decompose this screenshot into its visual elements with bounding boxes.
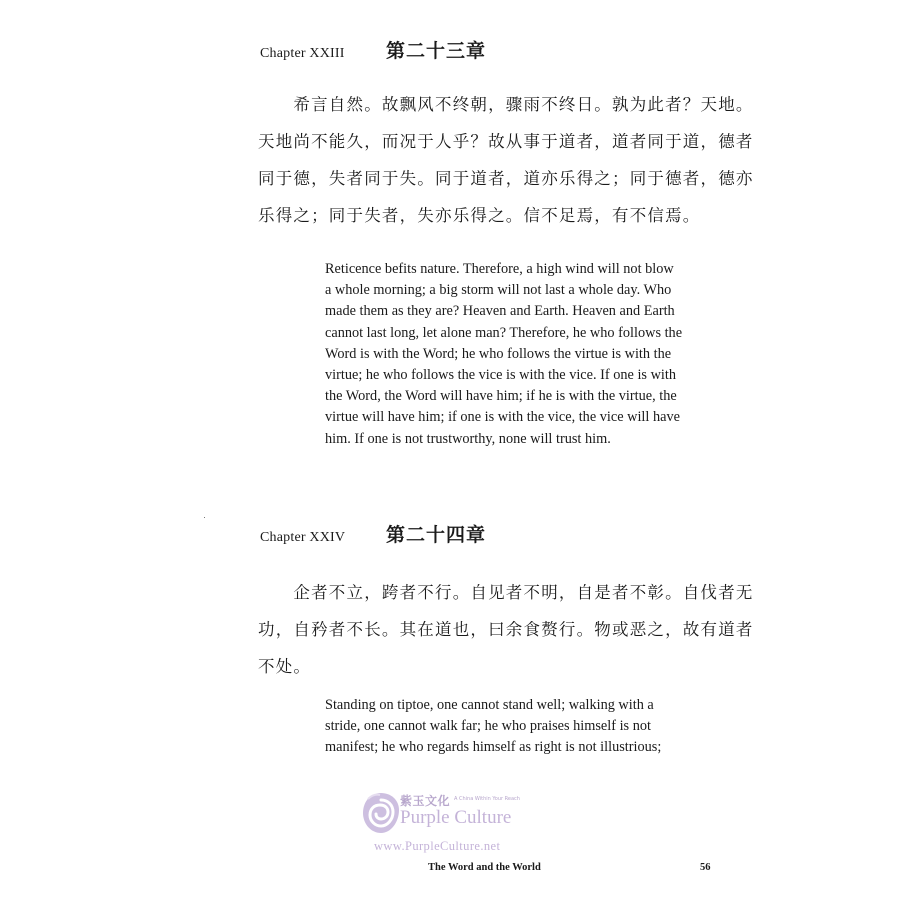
- purple-culture-watermark: [360, 790, 560, 860]
- chinese-text-line: 天地尚不能久，而况于人乎？故从事于道者，道者同于道，德者: [258, 132, 754, 151]
- english-text-line: made them as they are? Heaven and Earth. Heaven and Earth: [325, 303, 675, 320]
- chinese-text-line: 企者不立，跨者不行。自见者不明，自是者不彰。自伐者无: [258, 583, 754, 602]
- chinese-paragraph: [258, 574, 754, 685]
- watermark-tagline: A China Within Your Reach: [454, 796, 520, 802]
- chapter-heading: [260, 520, 486, 547]
- english-translation: [325, 259, 745, 450]
- english-text-line: virtue will have him; if one is with the vice, the vice will have: [325, 409, 680, 426]
- english-text-line: Standing on tiptoe, one cannot stand well; walking with a: [325, 697, 654, 713]
- chapter-label: Chapter XXIII: [260, 46, 345, 61]
- watermark-brand-name: Purple Culture: [400, 807, 512, 828]
- english-text-line: virtue; he who follows the vice is with the vice. If one is with: [325, 366, 676, 383]
- english-translation: [325, 695, 745, 759]
- chinese-paragraph: [258, 86, 754, 234]
- running-footer-title: The Word and the World: [428, 862, 541, 873]
- chapter-label: Chapter XXIV: [260, 530, 346, 545]
- chapter-chinese-title: 第二十四章: [386, 525, 487, 546]
- scan-speck: [204, 517, 205, 518]
- english-text-line: cannot last long, let alone man? Therefore, he who follows the: [325, 324, 683, 341]
- chapter-chinese-title: 第二十三章: [386, 41, 487, 62]
- chinese-text-line: 同于德，失者同于失。同于道者，道亦乐得之；同于德者，德亦: [258, 169, 754, 188]
- purple-culture-logo-icon: [360, 790, 402, 836]
- chinese-text-line: 功，自矜者不长。其在道也，曰余食赘行。物或恶之，故有道者: [258, 620, 754, 639]
- chinese-text-line: 希言自然。故飘风不终朝，骤雨不终日。孰为此者？天地。: [258, 95, 754, 114]
- english-text-line: stride, one cannot walk far; he who praises himself is not: [325, 718, 651, 735]
- english-text-line: Reticence befits nature. Therefore, a high wind will not blow: [325, 261, 674, 277]
- english-text-line: a whole morning; a big storm will not last a whole day. Who: [325, 282, 672, 299]
- chinese-text-line: 不处。: [258, 657, 312, 676]
- chapter-heading: [260, 36, 486, 63]
- english-text-line: the Word, the Word will have him; if he is with the virtue, the: [325, 388, 677, 405]
- english-text-line: manifest; he who regards himself as right is not illustrious;: [325, 739, 662, 756]
- watermark-url: www.PurpleCulture.net: [374, 839, 501, 853]
- english-text-line: him. If one is not trustworthy, none will trust him.: [325, 430, 611, 447]
- english-text-line: Word is with the Word; he who follows the virtue is with the: [325, 345, 672, 362]
- page-number: 56: [700, 862, 711, 873]
- watermark-chinese-name: 紫玉文化: [400, 794, 451, 808]
- chinese-text-line: 乐得之；同于失者，失亦乐得之。信不足焉，有不信焉。: [258, 206, 701, 225]
